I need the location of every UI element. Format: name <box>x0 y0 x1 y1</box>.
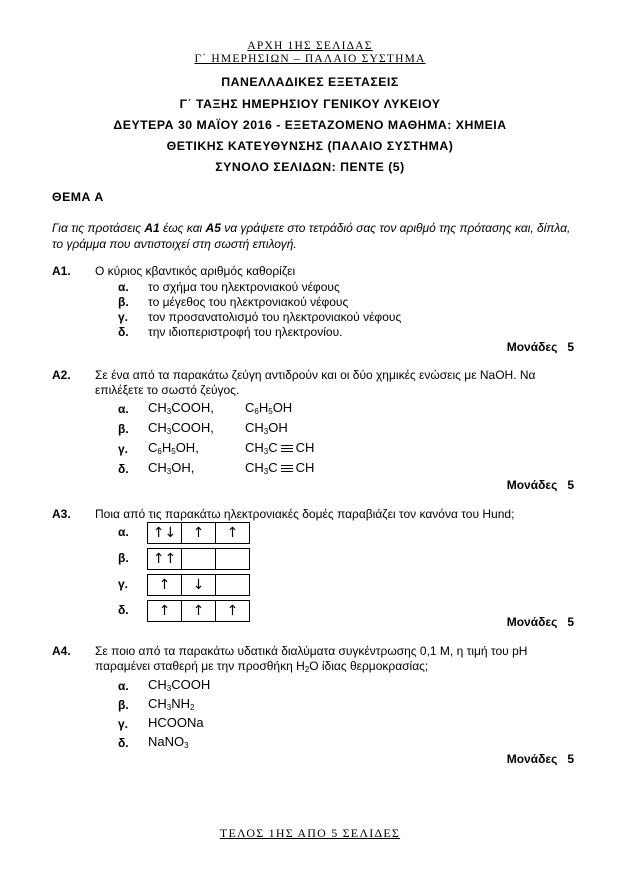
q3-text: Ποια από τις παρακάτω ηλεκτρονιακές δομές παραβιάζει τον κανόνα του Hund; <box>95 507 515 521</box>
q1-option-text: την ιδιοπεριστροφή του ηλεκτρονίου. <box>148 325 343 339</box>
q4-option-letter: β. <box>118 698 129 712</box>
date-subject: ΔΕΥΤΕΡΑ 30 ΜΑΪΟΥ 2016 - ΕΞΕΤΑΖΟΜΕΝΟ ΜΑΘΗΜΑ: ΧΗΜΕΙΑ <box>113 118 507 132</box>
q1-text: Ο κύριος κβαντικός αριθμός καθορίζει <box>95 264 296 278</box>
marks-value: 5 <box>567 478 574 492</box>
q3-number: Α3. <box>52 507 71 521</box>
q4-option-letter: α. <box>118 679 129 693</box>
orbital-box: ↑ <box>182 523 216 543</box>
q3-option-letter: β. <box>118 551 129 565</box>
q3-option-letter: α. <box>118 525 129 539</box>
orbital-box: ↑ <box>148 575 182 595</box>
q1-option-text: τον προσανατολισμό του ηλεκτρονιακού νέφους <box>148 310 402 324</box>
orbital-diagram-d <box>147 600 250 622</box>
instructions-a5: Α5 <box>205 221 221 235</box>
instructions-part2: έως και <box>159 221 206 235</box>
q2-marks <box>497 478 574 492</box>
page-header-line2: Γ΄ ΗΜΕΡΗΣΙΩΝ – ΠΑΛΑΙΟ ΣΥΣΤΗΜΑ <box>194 53 426 65</box>
orbital-box <box>182 549 216 569</box>
q2-option-c-first: $C_6H_5OH$, <box>148 440 199 456</box>
q4-text <box>95 644 585 674</box>
section-title: ΘΕΜΑ Α <box>52 190 104 204</box>
marks-value: 5 <box>567 752 574 766</box>
q1-option-text: το μέγεθος του ηλεκτρονιακού νέφους <box>148 295 349 309</box>
q4-option-c: HCOONa <box>148 715 204 730</box>
exam-title: ΠΑΝΕΛΛΑΔΙΚΕΣ ΕΞΕΤΑΣΕΙΣ <box>221 75 399 89</box>
orbital-box: ↓ <box>182 575 216 595</box>
q4-text-part1: Σε ποιο από τα παρακάτω υδατικά διαλύματα συγκέντρωσης 0,1 Μ, η τιμή του pH παραμένει σταθερή με την προσθήκη H <box>95 644 528 673</box>
q2-option-b-second: $CH_3OH$ <box>245 420 288 436</box>
orbital-diagram-b <box>147 548 250 570</box>
triple-bond-icon <box>281 445 293 453</box>
orbital-diagram-a <box>147 522 250 544</box>
track-title: ΘΕΤΙΚΗΣ ΚΑΤΕΥΘΥΝΣΗΣ (ΠΑΛΑΙΟ ΣΥΣΤΗΜΑ) <box>166 139 454 153</box>
instructions-a1: Α1 <box>144 221 160 235</box>
marks-label: Μονάδες <box>506 478 558 492</box>
q2-option-letter: γ. <box>118 442 129 456</box>
instructions-part1: Για τις προτάσεις <box>52 221 145 235</box>
q2-option-letter: β. <box>118 422 129 436</box>
q1-number: Α1. <box>52 264 71 278</box>
q4-marks <box>497 752 574 766</box>
orbital-box: ↑ <box>226 603 239 619</box>
marks-value: 5 <box>567 615 574 629</box>
class-title: Γ΄ ΤΑΞΗΣ ΗΜΕΡΗΣΙΟΥ ΓΕΝΙΚΟΥ ΛΥΚΕΙΟΥ <box>179 97 441 111</box>
orbital-box <box>216 549 249 569</box>
marks-label: Μονάδες <box>506 340 558 354</box>
page-footer: ΤΕΛΟΣ 1ΗΣ ΑΠΟ 5 ΣΕΛΙΔΕΣ <box>219 826 401 840</box>
q4-option-b: $CH_3NH_2$ <box>148 696 195 712</box>
q4-option-d: NaNO$_3$ <box>148 734 189 750</box>
instructions <box>52 220 580 252</box>
q4-option-a: $CH_3COOH$ <box>148 677 211 693</box>
q2-option-letter: δ. <box>118 462 129 476</box>
q3-option-letter: δ. <box>118 603 129 617</box>
q1-option-letter: β. <box>118 295 129 309</box>
instructions-part3: να γράψετε στο τετράδιό σας τον αριθμό της πρότασης και, δίπλα, το γράμμα που αντιστοιχεί στη σωστή επιλογή. <box>52 221 571 251</box>
orbital-box: ↑ <box>182 601 216 621</box>
page-header-line1: ΑΡΧΗ 1ΗΣ ΣΕΛΙΔΑΣ <box>247 40 373 52</box>
q4-option-letter: δ. <box>118 736 129 750</box>
q1-option-letter: δ. <box>118 325 129 339</box>
q3-marks <box>497 615 574 629</box>
orbital-box: ↑ <box>148 601 182 621</box>
orbital-box: ↑ <box>226 525 239 541</box>
q1-marks <box>497 340 574 354</box>
marks-label: Μονάδες <box>506 752 558 766</box>
q2-option-b-first: $CH_3COOH$, <box>148 420 214 436</box>
q2-option-d-second: $CH_3C$ CH <box>245 460 315 476</box>
q4-text-part2: O ίδιας θερμοκρασίας; <box>309 659 429 673</box>
q2-option-letter: α. <box>118 402 129 416</box>
q2-text: Σε ένα από τα παρακάτω ζεύγη αντιδρούν και οι δύο χημικές ενώσεις με NaOH. Να επιλέξετε το σωστό ζεύγος. <box>95 368 536 397</box>
q2-option-d-first: $CH_3OH$, <box>148 460 195 476</box>
q2-number: Α2. <box>52 368 71 382</box>
q4-text-sub: 2 <box>304 665 310 674</box>
q2-option-c-second: $CH_3C$ CH <box>245 440 315 456</box>
q2-option-a-first: $CH_3COOH$, <box>148 400 214 416</box>
q1-option-text: το σχήμα του ηλεκτρονιακού νέφους <box>148 280 340 294</box>
orbital-box: ↑↓ <box>148 523 182 543</box>
orbital-box <box>216 575 249 595</box>
q1-option-letter: γ. <box>118 310 129 324</box>
triple-bond-icon <box>281 465 293 473</box>
marks-value: 5 <box>567 340 574 354</box>
q3-option-letter: γ. <box>118 577 129 591</box>
marks-label: Μονάδες <box>506 615 558 629</box>
q2-option-a-second: $C_6H_5OH$ <box>245 400 293 416</box>
page-count: ΣΥΝΟΛΟ ΣΕΛΙΔΩΝ: ΠΕΝΤΕ (5) <box>215 160 405 174</box>
q1-option-letter: α. <box>118 280 129 294</box>
orbital-diagram-c <box>147 574 250 596</box>
q4-number: Α4. <box>52 644 71 658</box>
orbital-box: ↑↑ <box>148 549 182 569</box>
q4-option-letter: γ. <box>118 717 129 731</box>
